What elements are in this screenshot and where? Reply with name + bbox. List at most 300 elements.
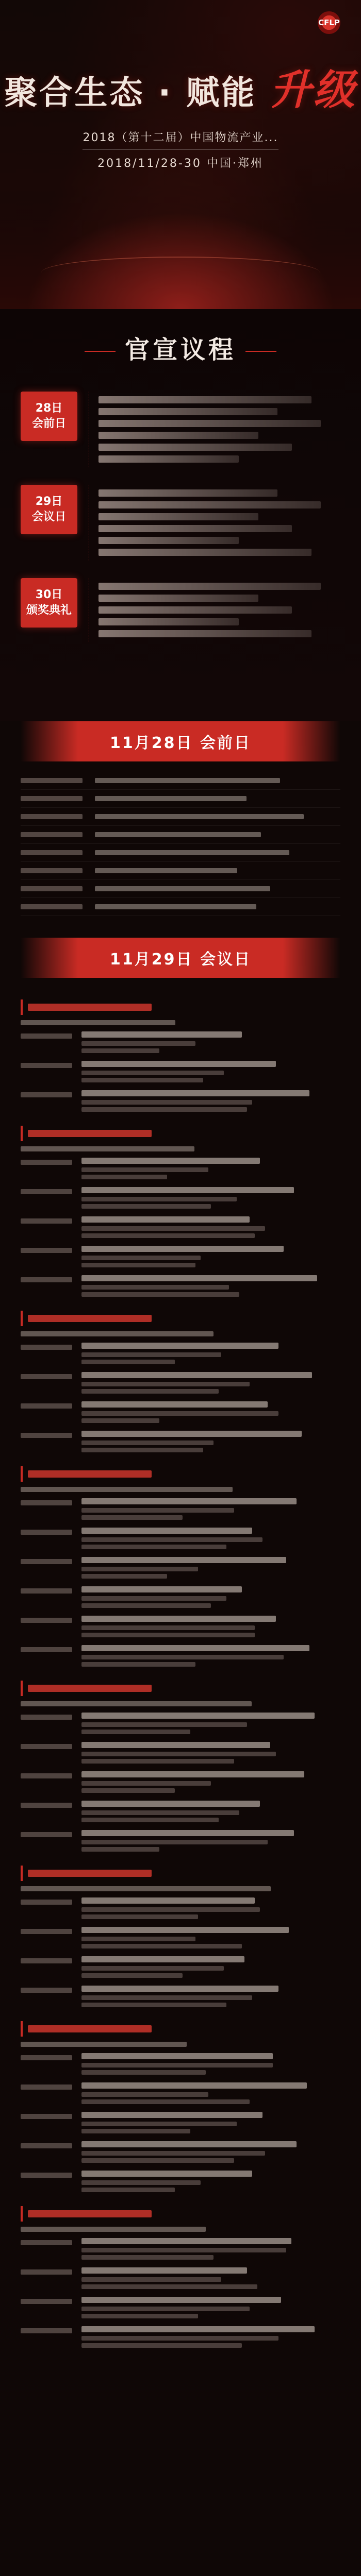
talk-body <box>81 1343 340 1367</box>
overview-item-line <box>99 455 239 463</box>
overview-day-2 <box>21 485 340 561</box>
talk-title <box>81 1956 244 1962</box>
talk-title <box>81 1801 260 1807</box>
day-2-body <box>0 978 361 2371</box>
talk-body <box>81 1372 340 1396</box>
hero-title-dot: · <box>158 74 173 112</box>
talk-speaker-title <box>81 1847 159 1852</box>
talk-item <box>21 1586 340 1611</box>
overview-day-label: 颁奖典礼 <box>26 604 72 617</box>
talk-item <box>21 1771 340 1795</box>
schedule-time <box>21 796 83 801</box>
talk-time <box>21 1618 72 1623</box>
talk-item <box>21 2171 340 2195</box>
talk-speaker <box>81 2180 201 2185</box>
talk-title <box>81 2238 291 2244</box>
talk-speaker-title <box>81 1515 183 1520</box>
talk-body <box>81 1645 340 1669</box>
talk-speaker <box>81 1966 224 1971</box>
talk-title <box>81 2297 281 2303</box>
talk-title <box>81 1897 255 1904</box>
talk-item <box>21 1498 340 1522</box>
talk-title <box>81 2267 247 2274</box>
talk-time <box>21 1374 72 1379</box>
talk-item <box>21 1742 340 1766</box>
overview-day-items <box>89 485 340 561</box>
schedule-time <box>21 850 83 855</box>
talk-speaker <box>81 1041 195 1046</box>
schedule-time <box>21 904 83 909</box>
session-heading <box>21 2021 340 2037</box>
talk-body <box>81 2053 340 2077</box>
talk-title <box>81 1586 242 1592</box>
session-heading <box>21 1866 340 1881</box>
talk-time <box>21 1033 72 1039</box>
talk-time <box>21 2143 72 2148</box>
talk-item <box>21 1897 340 1922</box>
talk-time <box>21 1160 72 1165</box>
overview-item-line <box>99 420 321 427</box>
talk-title <box>81 2082 307 2089</box>
talk-speaker-title <box>81 1418 159 1423</box>
talk-speaker <box>81 2122 237 2126</box>
talk-speaker <box>81 1256 201 1260</box>
talk-body <box>81 2297 340 2321</box>
overview-day-badge <box>21 392 77 441</box>
talk-speaker-title <box>81 2255 214 2260</box>
talk-body <box>81 1528 340 1552</box>
talk-speaker-title <box>81 1944 242 1948</box>
talk-item <box>21 2141 340 2165</box>
talk-title <box>81 1616 276 1622</box>
talk-body <box>81 1061 340 1085</box>
talk-time <box>21 1929 72 1934</box>
talk-body <box>81 2238 340 2262</box>
talk-body <box>81 1557 340 1581</box>
talk-title <box>81 1187 294 1193</box>
overview-day-1 <box>21 392 340 467</box>
talk-time <box>21 1773 72 1778</box>
session-heading <box>21 1466 340 1482</box>
talk-title <box>81 1031 242 1038</box>
talk-time <box>21 1403 72 1409</box>
day-2-schedule <box>0 938 361 2576</box>
talk-body <box>81 1216 340 1241</box>
talk-item <box>21 1158 340 1182</box>
overview-days <box>21 392 340 659</box>
talk-body <box>81 1431 340 1455</box>
talk-speaker <box>81 1167 208 1172</box>
talk-time <box>21 1530 72 1535</box>
talk-body <box>81 2141 340 2165</box>
session-heading <box>21 1311 340 1326</box>
hero-title-accent: 升级 <box>270 66 357 114</box>
hero-title <box>0 57 361 116</box>
talk-time <box>21 1345 72 1350</box>
schedule-row <box>21 808 340 826</box>
talk-time <box>21 1500 72 1505</box>
talk-time <box>21 2084 72 2090</box>
talk-speaker-title <box>81 1633 255 1637</box>
schedule-row <box>21 862 340 880</box>
talk-item <box>21 2267 340 2292</box>
talk-time <box>21 1715 72 1720</box>
talk-time <box>21 1647 72 1652</box>
talk-time <box>21 1958 72 1963</box>
talk-item <box>21 1713 340 1737</box>
talk-title <box>81 1372 312 1378</box>
session-host <box>21 1331 214 1336</box>
talk-title <box>81 1401 268 1408</box>
overview-item-line <box>99 408 277 415</box>
talk-speaker <box>81 1907 260 1912</box>
overview-item-line <box>99 595 258 602</box>
talk-time <box>21 1744 72 1749</box>
talk-body <box>81 1586 340 1611</box>
talk-title <box>81 1343 278 1349</box>
day-1-header: 11月28日 会前日 <box>21 721 340 761</box>
talk-time <box>21 1803 72 1808</box>
talk-title <box>81 1431 302 1437</box>
talk-item <box>21 1031 340 1056</box>
talk-body <box>81 1830 340 1854</box>
session-title <box>28 1130 152 1137</box>
talk-speaker-title <box>81 1233 255 1238</box>
schedule-row <box>21 790 340 808</box>
overview-item-line <box>99 549 311 556</box>
talk-speaker <box>81 1197 237 1201</box>
talk-item <box>21 1275 340 1299</box>
talk-speaker <box>81 1508 234 1513</box>
session-title <box>28 1004 152 1011</box>
talk-body <box>81 1713 340 1737</box>
talk-title <box>81 1771 304 1777</box>
session-title <box>28 1685 152 1692</box>
overview-day-items <box>89 578 340 642</box>
talk-speaker-title <box>81 1914 198 1919</box>
talk-time <box>21 1433 72 1438</box>
talk-speaker-title <box>81 2314 198 2318</box>
hero-banner <box>0 0 361 309</box>
talk-speaker <box>81 1382 250 1386</box>
talk-speaker <box>81 2307 250 2311</box>
talk-speaker-title <box>81 1263 195 1267</box>
schedule-time <box>21 832 83 837</box>
talk-speaker-title <box>81 1574 167 1579</box>
talk-speaker-title <box>81 2158 234 2163</box>
talk-item <box>21 2082 340 2107</box>
session-title <box>28 2210 152 2217</box>
talk-speaker <box>81 1226 265 1231</box>
talk-speaker <box>81 1100 252 1105</box>
talk-speaker-title <box>81 2343 242 2348</box>
schedule-text <box>95 796 247 801</box>
talk-speaker <box>81 2277 221 2282</box>
brand <box>318 11 346 34</box>
talk-body <box>81 1031 340 1056</box>
talk-title <box>81 1246 284 1252</box>
schedule-text <box>95 832 261 837</box>
overview-item-line <box>99 537 239 544</box>
talk-item <box>21 2053 340 2077</box>
talk-speaker-title <box>81 1292 239 1297</box>
talk-speaker-title <box>81 1788 175 1793</box>
talk-body <box>81 1090 340 1114</box>
schedule-text <box>95 904 256 909</box>
talk-body <box>81 2171 340 2195</box>
overview-item-line <box>99 525 292 532</box>
talk-title <box>81 1830 294 1836</box>
talk-speaker <box>81 1071 224 1075</box>
talk-speaker-title <box>81 2003 226 2007</box>
talk-item <box>21 1986 340 2010</box>
day-1-body <box>0 761 361 931</box>
schedule-row <box>21 898 340 916</box>
talk-speaker-title <box>81 1048 159 1053</box>
talk-item <box>21 2326 340 2350</box>
talk-item <box>21 1927 340 1951</box>
talk-speaker <box>81 1655 284 1659</box>
schedule-text <box>95 850 289 855</box>
talk-title <box>81 1275 317 1281</box>
talk-speaker <box>81 1722 247 1727</box>
talk-time <box>21 2055 72 2060</box>
day-1-schedule <box>0 721 361 938</box>
talk-body <box>81 1275 340 1299</box>
talk-body <box>81 2082 340 2107</box>
talk-speaker-title <box>81 2188 175 2192</box>
talk-speaker <box>81 1596 226 1601</box>
talk-title <box>81 2171 252 2177</box>
talk-title <box>81 1158 260 1164</box>
talk-speaker <box>81 2248 286 2252</box>
session-host <box>21 1886 271 1891</box>
talk-speaker <box>81 2151 265 2156</box>
session-heading <box>21 1681 340 1696</box>
talk-body <box>81 2326 340 2350</box>
overview-item-line <box>99 489 277 497</box>
talk-speaker-title <box>81 2070 206 2075</box>
talk-time <box>21 1900 72 1905</box>
talk-title <box>81 2326 315 2332</box>
talk-item <box>21 1830 340 1854</box>
schedule-row <box>21 844 340 862</box>
talk-item <box>21 1343 340 1367</box>
session-host <box>21 1701 252 1706</box>
session-title <box>28 1315 152 1322</box>
schedule-text <box>95 814 304 819</box>
talk-speaker-title <box>81 1818 219 1822</box>
talk-speaker-title <box>81 1603 211 1608</box>
talk-speaker-title <box>81 1175 167 1179</box>
hero-title-left: 聚合生态 <box>4 74 145 112</box>
talk-item <box>21 1090 340 1114</box>
talk-body <box>81 1246 340 1270</box>
talk-item <box>21 1956 340 1980</box>
talk-title <box>81 2141 297 2147</box>
schedule-row <box>21 826 340 844</box>
session-heading <box>21 2206 340 2222</box>
overview-day-label: 会前日 <box>31 417 66 430</box>
talk-item <box>21 2297 340 2321</box>
talk-speaker-title <box>81 1973 183 1978</box>
talk-body <box>81 1401 340 1426</box>
talk-body <box>81 1742 340 1766</box>
talk-body <box>81 1897 340 1922</box>
talk-body <box>81 1801 340 1825</box>
talk-title <box>81 1528 252 1534</box>
talk-title <box>81 1061 276 1067</box>
talk-speaker-title <box>81 1448 203 1452</box>
talk-title <box>81 2112 262 2118</box>
talk-body <box>81 1986 340 2010</box>
overview-day-date: 30日 <box>35 588 63 601</box>
talk-speaker-title <box>81 1759 234 1764</box>
talk-time <box>21 1248 72 1253</box>
schedule-text <box>95 868 237 873</box>
schedule-time <box>21 868 83 873</box>
hero-divider <box>83 149 278 150</box>
talk-item <box>21 1557 340 1581</box>
session-host <box>21 2227 206 2232</box>
talk-speaker-title <box>81 1204 211 1209</box>
overview-day-3 <box>21 578 340 642</box>
overview-item-line <box>99 513 258 520</box>
talk-speaker <box>81 2063 273 2067</box>
talk-speaker <box>81 1411 278 1416</box>
session-host <box>21 1487 233 1492</box>
overview-day-badge <box>21 578 77 628</box>
talk-speaker <box>81 1752 276 1756</box>
overview-day-date: 29日 <box>35 495 63 508</box>
overview-item-line <box>99 432 258 439</box>
hero-subtitle: 2018（第十二届）中国物流产业... <box>83 131 278 144</box>
overview-item-line <box>99 583 321 590</box>
talk-time <box>21 2328 72 2333</box>
talk-body <box>81 2112 340 2136</box>
talk-speaker <box>81 1810 239 1815</box>
talk-speaker-title <box>81 1078 203 1082</box>
talk-item <box>21 1431 340 1455</box>
session-title <box>28 1470 152 1478</box>
talk-time <box>21 1988 72 1993</box>
talk-time <box>21 2240 72 2245</box>
schedule-text <box>95 886 270 891</box>
talk-item <box>21 1061 340 1085</box>
talk-body <box>81 1927 340 1951</box>
hero-title-mid: 赋能 <box>186 74 257 112</box>
overview-item-line <box>99 444 292 451</box>
schedule-time <box>21 814 83 819</box>
talk-speaker-title <box>81 2284 257 2289</box>
talk-item <box>21 1616 340 1640</box>
talk-speaker-title <box>81 1545 226 1549</box>
schedule-time <box>21 886 83 891</box>
talk-item <box>21 2238 340 2262</box>
talk-title <box>81 1742 270 1748</box>
talk-body <box>81 1616 340 1640</box>
talk-time <box>21 1588 72 1594</box>
talk-time <box>21 1092 72 1097</box>
talk-title <box>81 1986 278 1992</box>
talk-title <box>81 1713 315 1719</box>
session-host <box>21 1020 175 1025</box>
session-host <box>21 2042 187 2047</box>
talk-time <box>21 1189 72 1194</box>
overview-item-line <box>99 606 292 614</box>
talk-time <box>21 2114 72 2119</box>
day-2-header: 11月29日 会议日 <box>21 938 340 978</box>
talk-time <box>21 1559 72 1564</box>
talk-speaker <box>81 2336 278 2341</box>
overview-item-line <box>99 501 321 509</box>
schedule-text <box>95 778 280 783</box>
talk-body <box>81 1158 340 1182</box>
agenda-overview <box>0 309 361 721</box>
talk-speaker <box>81 1285 229 1290</box>
talk-time <box>21 1063 72 1068</box>
talk-item <box>21 1401 340 1426</box>
talk-speaker <box>81 1537 262 1542</box>
schedule-time <box>21 778 83 783</box>
talk-title <box>81 2053 273 2059</box>
talk-body <box>81 1956 340 1980</box>
session-host <box>21 1146 194 1151</box>
talk-speaker-title <box>81 1662 195 1667</box>
overview-day-items <box>89 392 340 467</box>
talk-time <box>21 1277 72 1282</box>
hero-stage-graphic <box>0 196 361 309</box>
talk-speaker <box>81 1440 214 1445</box>
talk-item <box>21 1528 340 1552</box>
talk-item <box>21 1801 340 1825</box>
overview-day-badge <box>21 485 77 534</box>
talk-body <box>81 1187 340 1211</box>
talk-speaker <box>81 1352 221 1357</box>
session-heading <box>21 1126 340 1141</box>
schedule-row <box>21 880 340 898</box>
talk-item <box>21 1246 340 1270</box>
session-title <box>28 2025 152 2032</box>
talk-item <box>21 1372 340 1396</box>
talk-title <box>81 1927 289 1933</box>
talk-speaker-title <box>81 2099 250 2104</box>
talk-time <box>21 1218 72 1224</box>
session-title <box>28 1870 152 1877</box>
talk-speaker <box>81 1840 268 1844</box>
talk-speaker <box>81 1781 211 1786</box>
talk-speaker-title <box>81 1107 247 1112</box>
talk-body <box>81 1771 340 1795</box>
hero-date: 2018/11/28-30 中国·郑州 <box>97 157 264 170</box>
talk-speaker <box>81 1995 252 2000</box>
talk-speaker-title <box>81 1360 175 1364</box>
talk-speaker-title <box>81 1389 219 1394</box>
talk-item <box>21 2112 340 2136</box>
talk-speaker-title <box>81 1730 190 1734</box>
talk-speaker <box>81 1937 195 1941</box>
overview-item-line <box>99 618 239 625</box>
overview-day-date: 28日 <box>35 402 63 415</box>
talk-body <box>81 2267 340 2292</box>
talk-time <box>21 2269 72 2275</box>
talk-item <box>21 1645 340 1669</box>
talk-time <box>21 2299 72 2304</box>
talk-title <box>81 1090 309 1096</box>
talk-title <box>81 1498 297 1504</box>
talk-title <box>81 1645 309 1651</box>
brand-logo-icon: CFLP <box>318 11 340 34</box>
